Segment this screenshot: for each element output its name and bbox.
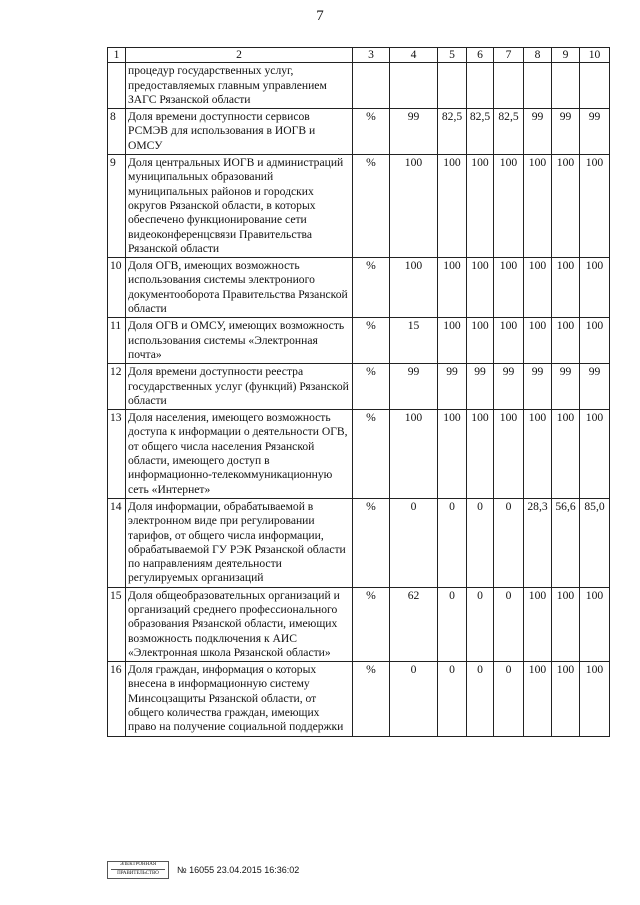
header-cell: 3 xyxy=(353,48,390,63)
value-cell: 99 xyxy=(467,364,494,410)
value-cell: 99 xyxy=(524,364,552,410)
value-cell: 0 xyxy=(467,662,494,736)
value-cell: 100 xyxy=(438,155,467,258)
value-cell: 100 xyxy=(467,318,494,364)
value-cell: 85,0 xyxy=(580,498,610,587)
indicator-text-cell: Доля ОГВ и ОМСУ, имеющих возможность использования системы «Электронная почта» xyxy=(126,318,353,364)
indicator-text-cell: Доля общеобразовательных организаций и организаций среднего профессионального образования Рязанской области, имеющих возможность подключения к АИС «Электронная школа Рязанской области» xyxy=(126,587,353,661)
header-cell: 9 xyxy=(552,48,580,63)
value-cell: 0 xyxy=(494,662,524,736)
unit-cell: % xyxy=(353,498,390,587)
value-cell: 100 xyxy=(494,155,524,258)
table-row xyxy=(108,498,610,587)
table-row xyxy=(108,410,610,499)
indicator-text-cell: Доля информации, обрабатываемой в электронном виде при регулировании тарифов, от общего числа информации, обрабатываемой ГУ РЭК Рязанской области по направлениям деятельности регулируемых организаций xyxy=(126,498,353,587)
value-cell: 99 xyxy=(552,109,580,155)
value-cell: 100 xyxy=(438,258,467,318)
value-cell: 82,5 xyxy=(438,109,467,155)
value-cell: 100 xyxy=(390,258,438,318)
value-cell: 100 xyxy=(524,587,552,661)
value-cell: 100 xyxy=(524,258,552,318)
row-number-cell: 13 xyxy=(108,410,126,499)
value-cell: 82,5 xyxy=(467,109,494,155)
row-number-cell: 15 xyxy=(108,587,126,661)
value-cell: 100 xyxy=(467,258,494,318)
table-row xyxy=(108,318,610,364)
table-row xyxy=(108,587,610,661)
value-cell: 100 xyxy=(467,410,494,499)
value-cell: 99 xyxy=(524,109,552,155)
indicator-text-cell: Доля населения, имеющего возможность доступа к информации о деятельности ОГВ, от общего числа населения Рязанской области, имеющего доступ в информационно-телекоммуникационную сеть «Интернет» xyxy=(126,410,353,499)
value-cell: 0 xyxy=(467,498,494,587)
continuation-text: процедур государственных услуг, предоставляемых главным управлением ЗАГС Рязанской области xyxy=(126,63,353,109)
stamp-line: ЭЛЕКТРОННАЯ xyxy=(119,862,157,867)
value-cell: 99 xyxy=(580,109,610,155)
row-number-cell: 11 xyxy=(108,318,126,364)
value-cell: 100 xyxy=(580,155,610,258)
value-cell: 100 xyxy=(580,258,610,318)
value-cell: 99 xyxy=(552,364,580,410)
value-cell: 0 xyxy=(390,498,438,587)
unit-cell: % xyxy=(353,155,390,258)
document-reference: № 16055 23.04.2015 16:36:02 xyxy=(177,865,300,875)
value-cell: 100 xyxy=(580,318,610,364)
header-row xyxy=(108,48,610,63)
table-row xyxy=(108,109,610,155)
continuation-row xyxy=(108,63,610,109)
indicator-text-cell: Доля ОГВ, имеющих возможность использования системы электрониого документооборота Правительства Рязанской области xyxy=(126,258,353,318)
page-number: 7 xyxy=(316,8,324,24)
value-cell: 0 xyxy=(438,498,467,587)
indicators-table xyxy=(107,47,610,737)
table-row xyxy=(108,258,610,318)
indicator-text-cell: Доля времени доступности сервисов РСМЭВ для использования в ИОГВ и ОМСУ xyxy=(126,109,353,155)
header-cell: 2 xyxy=(126,48,353,63)
unit-cell: % xyxy=(353,410,390,499)
header-cell: 4 xyxy=(390,48,438,63)
table-row xyxy=(108,155,610,258)
row-number-cell: 14 xyxy=(108,498,126,587)
header-cell: 10 xyxy=(580,48,610,63)
value-cell: 0 xyxy=(467,587,494,661)
value-cell: 56,6 xyxy=(552,498,580,587)
value-cell: 100 xyxy=(552,662,580,736)
row-number-cell xyxy=(108,63,126,109)
value-cell: 82,5 xyxy=(494,109,524,155)
row-number-cell: 12 xyxy=(108,364,126,410)
header-cell: 5 xyxy=(438,48,467,63)
header-cell: 8 xyxy=(524,48,552,63)
value-cell: 100 xyxy=(552,318,580,364)
value-cell: 100 xyxy=(524,662,552,736)
indicator-text-cell: Доля центральных ИОГВ и администраций муниципальных образований муниципальных районов и городских округов Рязанской области, в которых обеспечено функционирование сети видеоконференцсвязи Правительства Рязанской области xyxy=(126,155,353,258)
value-cell: 100 xyxy=(524,155,552,258)
value-cell: 99 xyxy=(580,364,610,410)
row-number-cell: 16 xyxy=(108,662,126,736)
value-cell: 100 xyxy=(580,662,610,736)
header-cell: 1 xyxy=(108,48,126,63)
row-number-cell: 9 xyxy=(108,155,126,258)
value-cell: 28,3 xyxy=(524,498,552,587)
value-cell: 0 xyxy=(390,662,438,736)
value-cell: 0 xyxy=(494,498,524,587)
value-cell: 100 xyxy=(552,587,580,661)
value-cell: 99 xyxy=(438,364,467,410)
stamp-line: ПРАВИТЕЛЬСТВО xyxy=(117,871,159,876)
value-cell: 0 xyxy=(438,662,467,736)
value-cell: 15 xyxy=(390,318,438,364)
row-number-cell: 10 xyxy=(108,258,126,318)
value-cell: 100 xyxy=(580,410,610,499)
value-cell: 100 xyxy=(494,258,524,318)
header-cell: 7 xyxy=(494,48,524,63)
value-cell: 100 xyxy=(438,318,467,364)
header-cell: 6 xyxy=(467,48,494,63)
value-cell: 0 xyxy=(494,587,524,661)
value-cell: 100 xyxy=(390,155,438,258)
unit-cell: % xyxy=(353,258,390,318)
value-cell: 62 xyxy=(390,587,438,661)
value-cell: 100 xyxy=(467,155,494,258)
value-cell: 100 xyxy=(580,587,610,661)
unit-cell: % xyxy=(353,587,390,661)
indicator-text-cell: Доля времени доступности реестра государственных услуг (функций) Рязанской области xyxy=(126,364,353,410)
registration-stamp xyxy=(107,861,169,879)
indicator-text-cell: Доля граждан, информация о которых внесена в информационную систему Минсоцзащиты Рязанской области, от общего количества граждан, имеющих право на получение социальной поддержки xyxy=(126,662,353,736)
value-cell: 99 xyxy=(494,364,524,410)
value-cell: 100 xyxy=(552,155,580,258)
value-cell: 100 xyxy=(390,410,438,499)
value-cell: 99 xyxy=(390,109,438,155)
row-number-cell: 8 xyxy=(108,109,126,155)
footer xyxy=(107,861,299,879)
value-cell: 100 xyxy=(552,410,580,499)
value-cell: 100 xyxy=(524,410,552,499)
unit-cell: % xyxy=(353,318,390,364)
value-cell: 100 xyxy=(494,410,524,499)
value-cell: 100 xyxy=(438,410,467,499)
table-row xyxy=(108,662,610,736)
unit-cell: % xyxy=(353,109,390,155)
value-cell: 100 xyxy=(524,318,552,364)
table-row xyxy=(108,364,610,410)
value-cell: 99 xyxy=(390,364,438,410)
unit-cell: % xyxy=(353,364,390,410)
value-cell: 100 xyxy=(494,318,524,364)
unit-cell: % xyxy=(353,662,390,736)
value-cell: 0 xyxy=(438,587,467,661)
value-cell: 100 xyxy=(552,258,580,318)
